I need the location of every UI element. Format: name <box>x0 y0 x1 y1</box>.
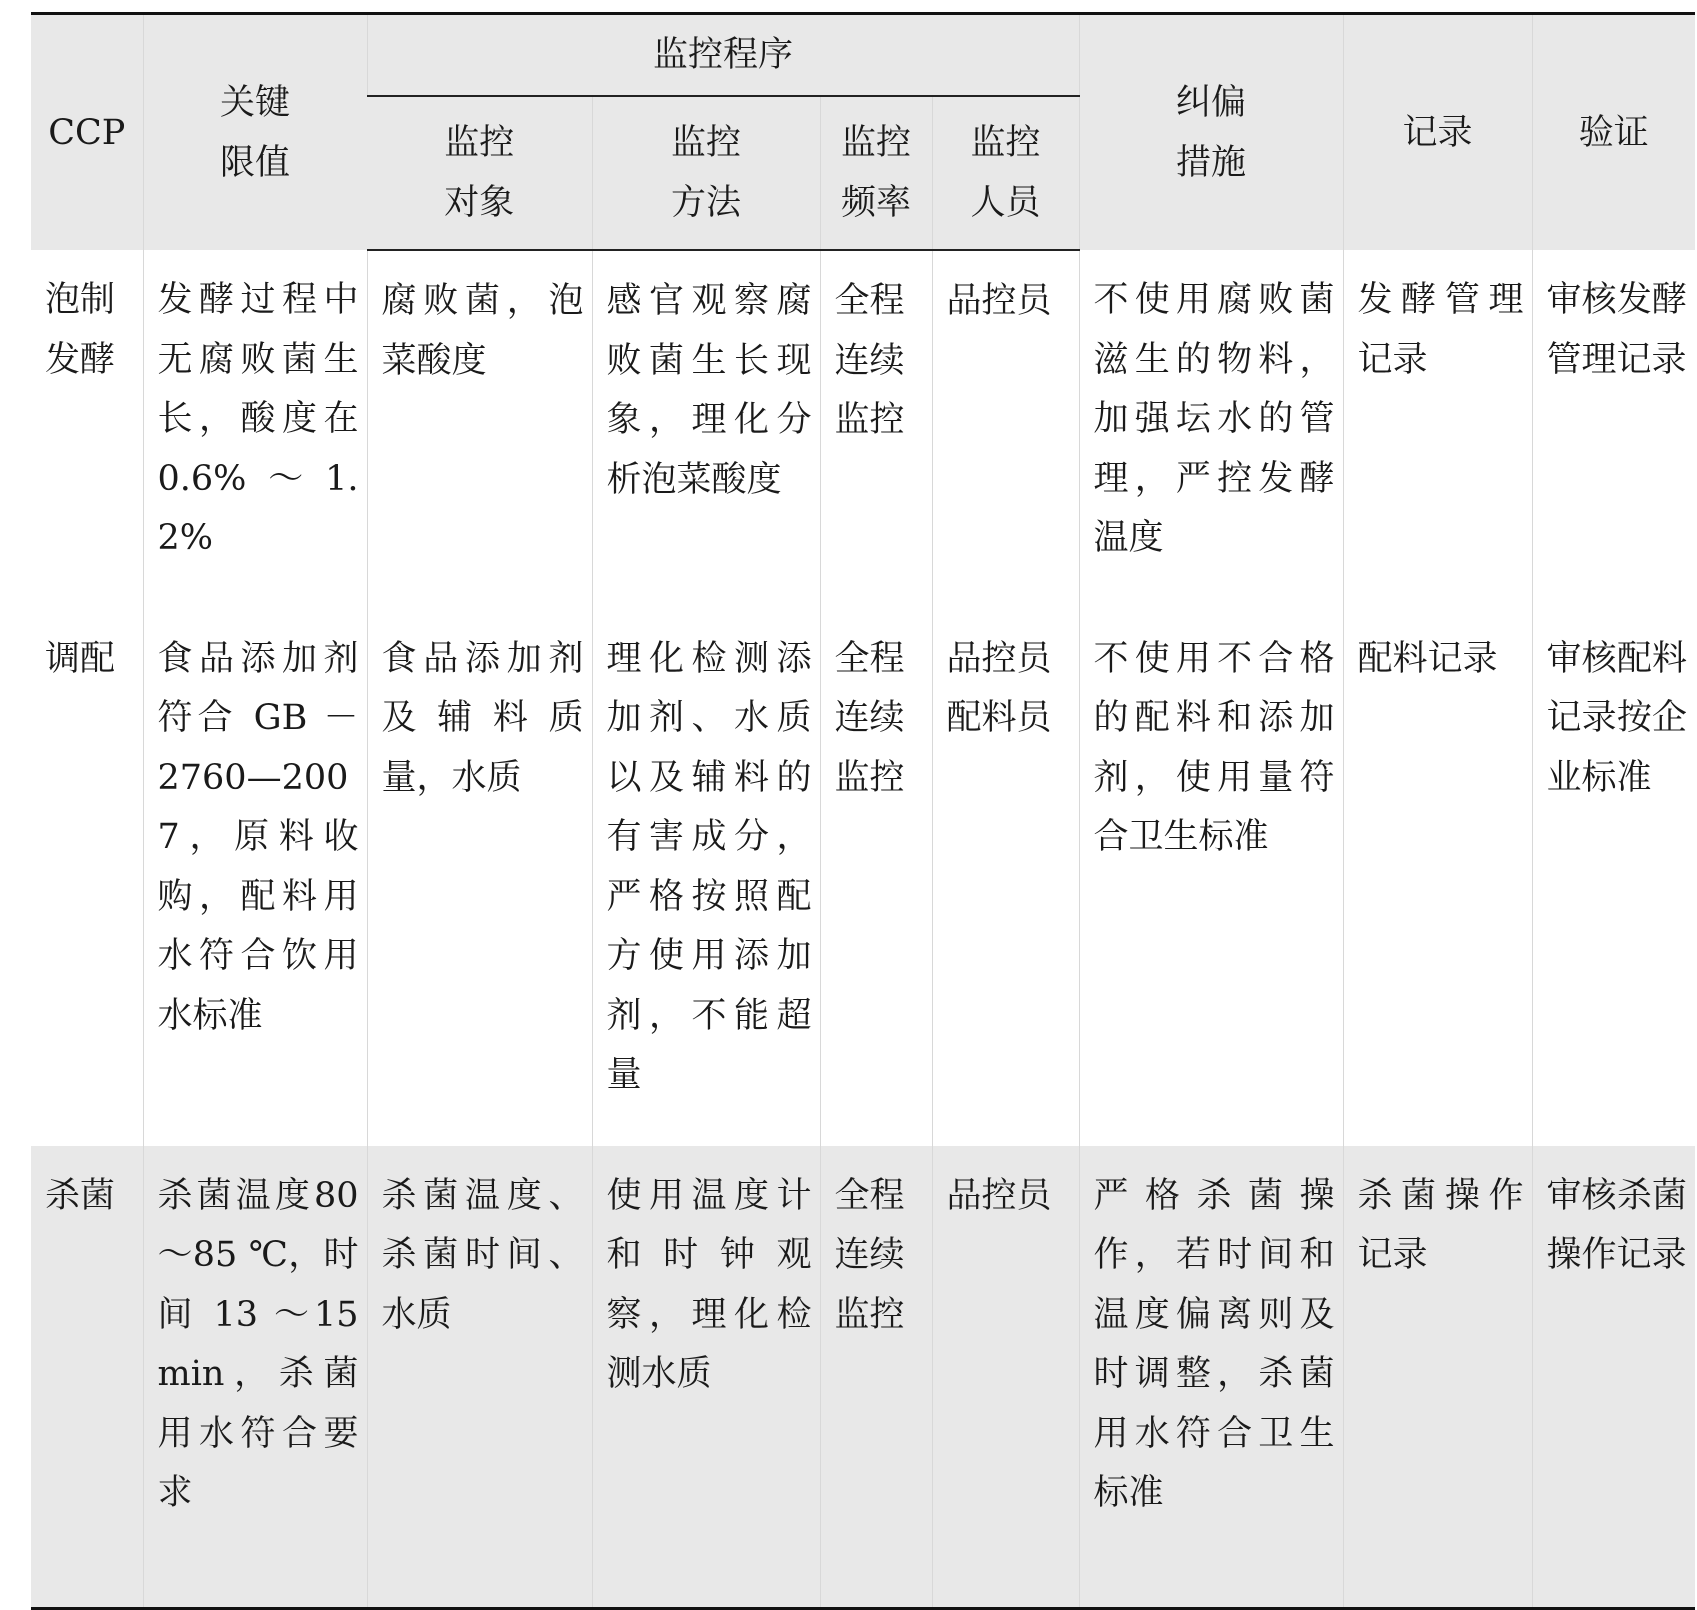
cell-corrective-action: 严格杀菌操作，若时间和温度偏离则及时调整，杀菌用水符合卫生标准 <box>1079 1146 1343 1609</box>
cell-monitor-frequency: 全程 连续 监控 <box>820 609 932 1146</box>
cell-corrective-action: 不使用不合格的配料和添加剂，使用量符合卫生标准 <box>1079 609 1343 1146</box>
cell-verification: 审核配料记录按企业标准 <box>1532 609 1695 1146</box>
cell-critical-limit: 杀菌温度80～85 ℃，时间 13 ～15 min，杀菌用水符合要求 <box>143 1146 367 1609</box>
header-record: 记录 <box>1343 14 1532 251</box>
header-monitor-object: 监控 对象 <box>367 96 592 250</box>
cell-ccp: 杀菌 <box>31 1146 143 1609</box>
table-row <box>31 250 1695 609</box>
cell-record: 配料记录 <box>1343 609 1532 1146</box>
table-row <box>31 1146 1695 1609</box>
cell-ccp: 泡制 发酵 <box>45 280 116 380</box>
header-ccp: CCP <box>31 14 143 251</box>
cell-verification: 审核发酵管理记录 <box>1532 250 1695 609</box>
cell-ccp: 调配 <box>45 638 116 679</box>
cell-critical-limit: 食品添加剂符合 GB － 2760—2007，原料收购，配料用水符合饮用水标准 <box>143 609 367 1146</box>
cell-critical-limit: 发酵过程中无腐败菌生长，酸度在0.6%～1.2% <box>143 250 367 609</box>
header-row-1 <box>31 14 1695 97</box>
cell-monitor-method: 使用温度计和时钟观察，理化检测水质 <box>592 1146 820 1609</box>
cell-monitor-object: 杀菌温度、杀菌时间、水质 <box>367 1146 592 1609</box>
cell-monitor-personnel: 品控员 <box>932 1146 1079 1609</box>
cell-record: 发酵管理记录 <box>1343 250 1532 609</box>
cell-monitor-frequency: 全程 连续 监控 <box>820 250 932 609</box>
cell-monitor-personnel: 品控员 <box>932 250 1079 609</box>
cell-monitor-frequency: 全程 连续 监控 <box>820 1146 932 1609</box>
header-verification: 验证 <box>1532 14 1695 251</box>
header-monitor-method: 监控 方法 <box>592 96 820 250</box>
cell-verification: 审核杀菌操作记录 <box>1532 1146 1695 1609</box>
cell-corrective-action: 不使用腐败菌滋生的物料，加强坛水的管理，严控发酵温度 <box>1079 250 1343 609</box>
header-monitoring-procedure: 监控程序 <box>367 14 1079 97</box>
header-corrective-action: 纠偏 措施 <box>1079 14 1343 251</box>
table-row <box>31 609 1695 1146</box>
header-critical-limit: 关键 限值 <box>143 14 367 251</box>
cell-monitor-method: 理化检测添加剂、水质以及辅料的有害成分，严格按照配方使用添加剂，不能超量 <box>592 609 820 1146</box>
header-monitor-personnel: 监控 人员 <box>932 96 1079 250</box>
haccp-plan-table <box>31 12 1695 1610</box>
cell-record: 杀菌操作记录 <box>1343 1146 1532 1609</box>
cell-monitor-object: 腐败菌，泡菜酸度 <box>367 250 592 609</box>
header-monitor-frequency: 监控 频率 <box>820 96 932 250</box>
cell-monitor-personnel: 品控员 配料员 <box>932 609 1079 1146</box>
cell-monitor-method: 感官观察腐败菌生长现象，理化分析泡菜酸度 <box>592 250 820 609</box>
cell-monitor-object: 食品添加剂及辅料质量，水质 <box>367 609 592 1146</box>
